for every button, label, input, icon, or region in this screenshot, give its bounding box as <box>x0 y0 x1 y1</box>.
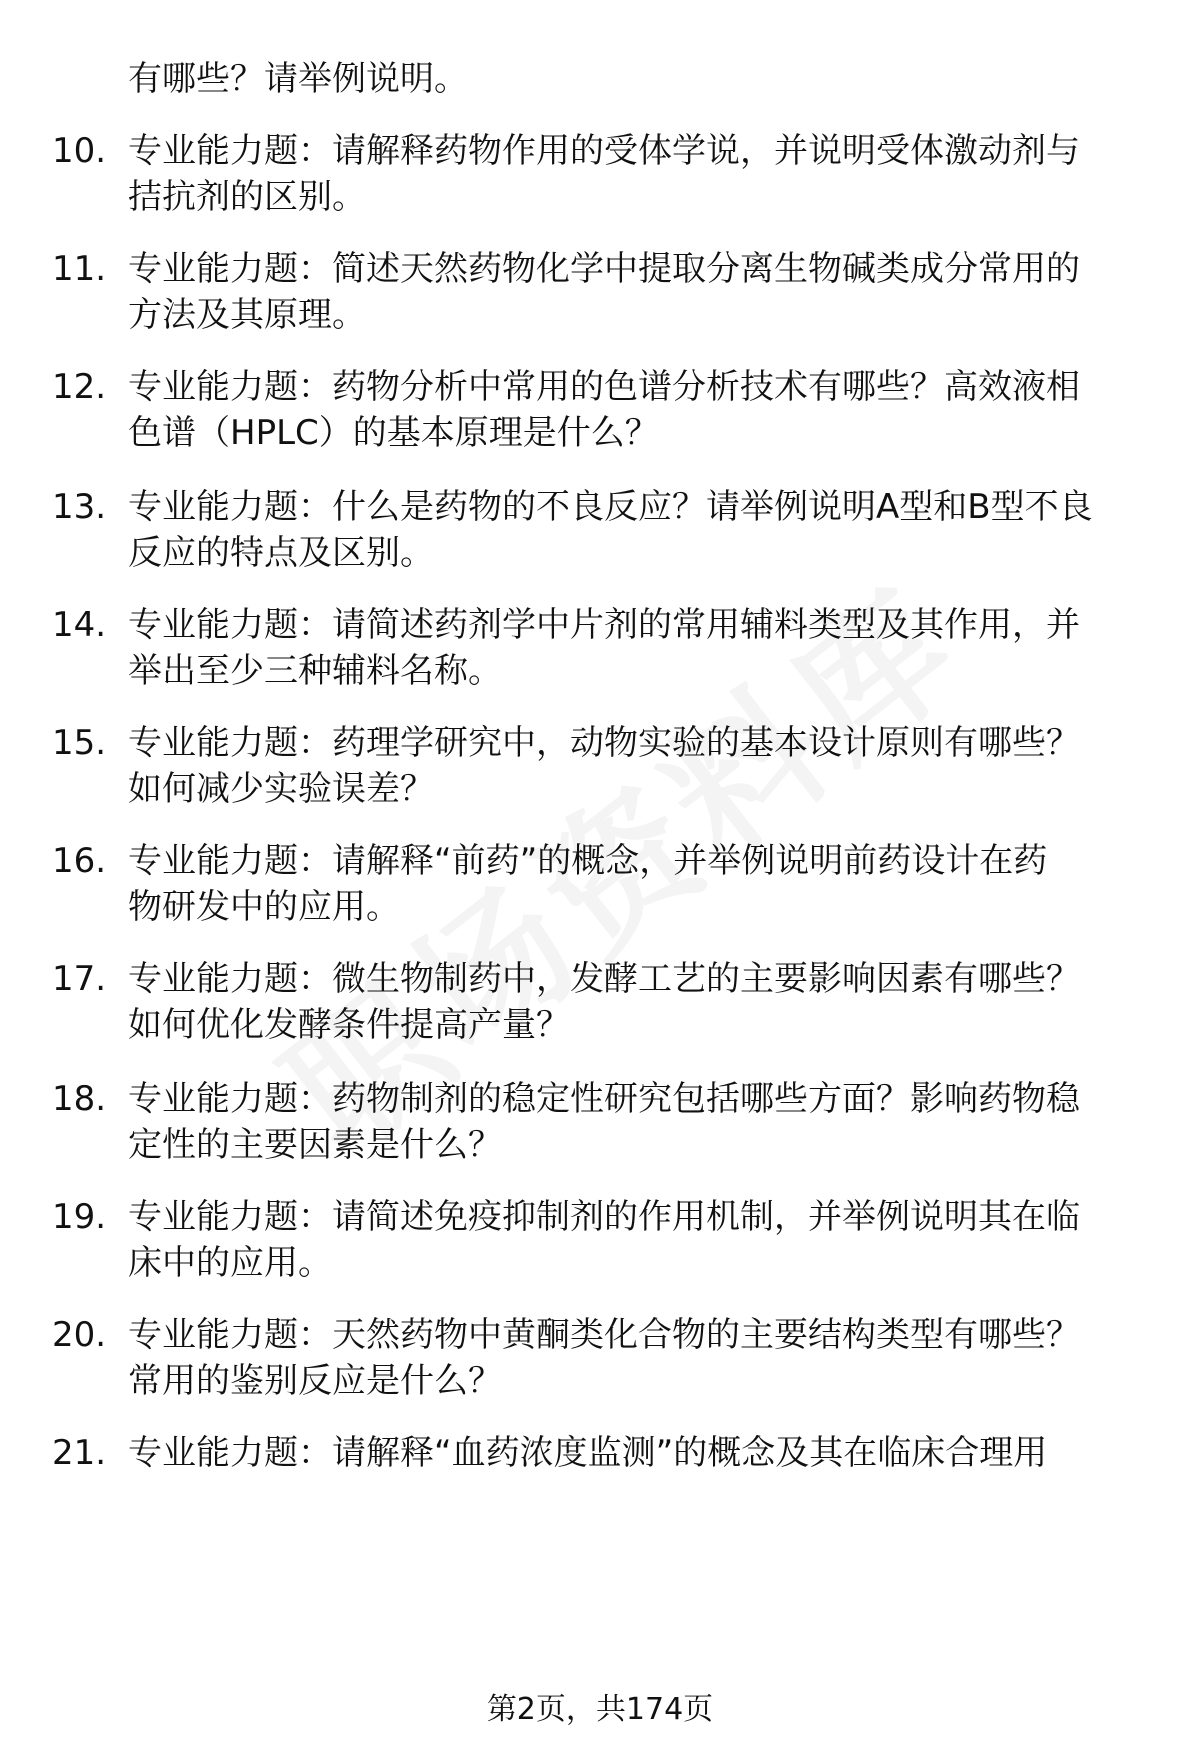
item-text-line-2: 床中的应用。 <box>128 1243 332 1283</box>
item-number: 11. <box>52 249 107 289</box>
item-text-line-1: 专业能力题：天然药物中黄酮类化合物的主要结构类型有哪些？ <box>128 1315 1080 1355</box>
item-text-line-1: 专业能力题：药理学研究中，动物实验的基本设计原则有哪些？ <box>128 723 1080 763</box>
item-number: 19. <box>52 1197 107 1237</box>
item-text-line-2: 反应的特点及区别。 <box>128 533 434 573</box>
item-text-line-2: 色谱（HPLC）的基本原理是什么？ <box>128 413 659 453</box>
item-text-line-2: 常用的鉴别反应是什么？ <box>128 1361 502 1401</box>
item-number: 20. <box>52 1315 107 1355</box>
item-text-line-1: 专业能力题：药物分析中常用的色谱分析技术有哪些？高效液相 <box>128 367 1080 407</box>
item-number: 13. <box>52 487 107 527</box>
item-text-line-1: 专业能力题：药物制剂的稳定性研究包括哪些方面？影响药物稳 <box>128 1079 1080 1119</box>
item-text-line-2: 拮抗剂的区别。 <box>128 177 366 217</box>
item-text-line-2: 如何减少实验误差？ <box>128 769 434 809</box>
item-text-line-1: 专业能力题：请解释药物作用的受体学说，并说明受体激动剂与 <box>128 131 1080 171</box>
item-text-line-1: 专业能力题：请简述免疫抑制剂的作用机制，并举例说明其在临 <box>128 1197 1080 1237</box>
item-number: 12. <box>52 367 107 407</box>
item-text-line-1: 专业能力题：请解释“前药”的概念，并举例说明前药设计在药 <box>128 841 1048 881</box>
item-number: 18. <box>52 1079 107 1119</box>
item-text-line-1: 专业能力题：微生物制药中，发酵工艺的主要影响因素有哪些？ <box>128 959 1080 999</box>
item-number: 16. <box>52 841 107 881</box>
item-number: 14. <box>52 605 107 645</box>
item-text-line-2: 方法及其原理。 <box>128 295 366 335</box>
item-text-line-1: 专业能力题：请解释“血药浓度监测”的概念及其在临床合理用 <box>128 1433 1048 1473</box>
item-text-line-1: 专业能力题：请简述药剂学中片剂的常用辅料类型及其作用，并 <box>128 605 1080 645</box>
item-text-line-1: 专业能力题：简述天然药物化学中提取分离生物碱类成分常用的 <box>128 249 1080 289</box>
item-text-line-2: 如何优化发酵条件提高产量？ <box>128 1005 570 1045</box>
continuation-line: 有哪些？请举例说明。 <box>128 59 468 99</box>
item-number: 15. <box>52 723 107 763</box>
page-footer: 第2页，共174页 <box>486 1692 714 1727</box>
item-number: 17. <box>52 959 107 999</box>
item-text-line-2: 定性的主要因素是什么？ <box>128 1125 502 1165</box>
item-number: 21. <box>52 1433 107 1473</box>
item-text-line-1: 专业能力题：什么是药物的不良反应？请举例说明A型和B型不良 <box>128 487 1093 527</box>
item-text-line-2: 物研发中的应用。 <box>128 887 400 927</box>
item-text-line-2: 举出至少三种辅料名称。 <box>128 651 502 691</box>
item-number: 10. <box>52 131 107 171</box>
